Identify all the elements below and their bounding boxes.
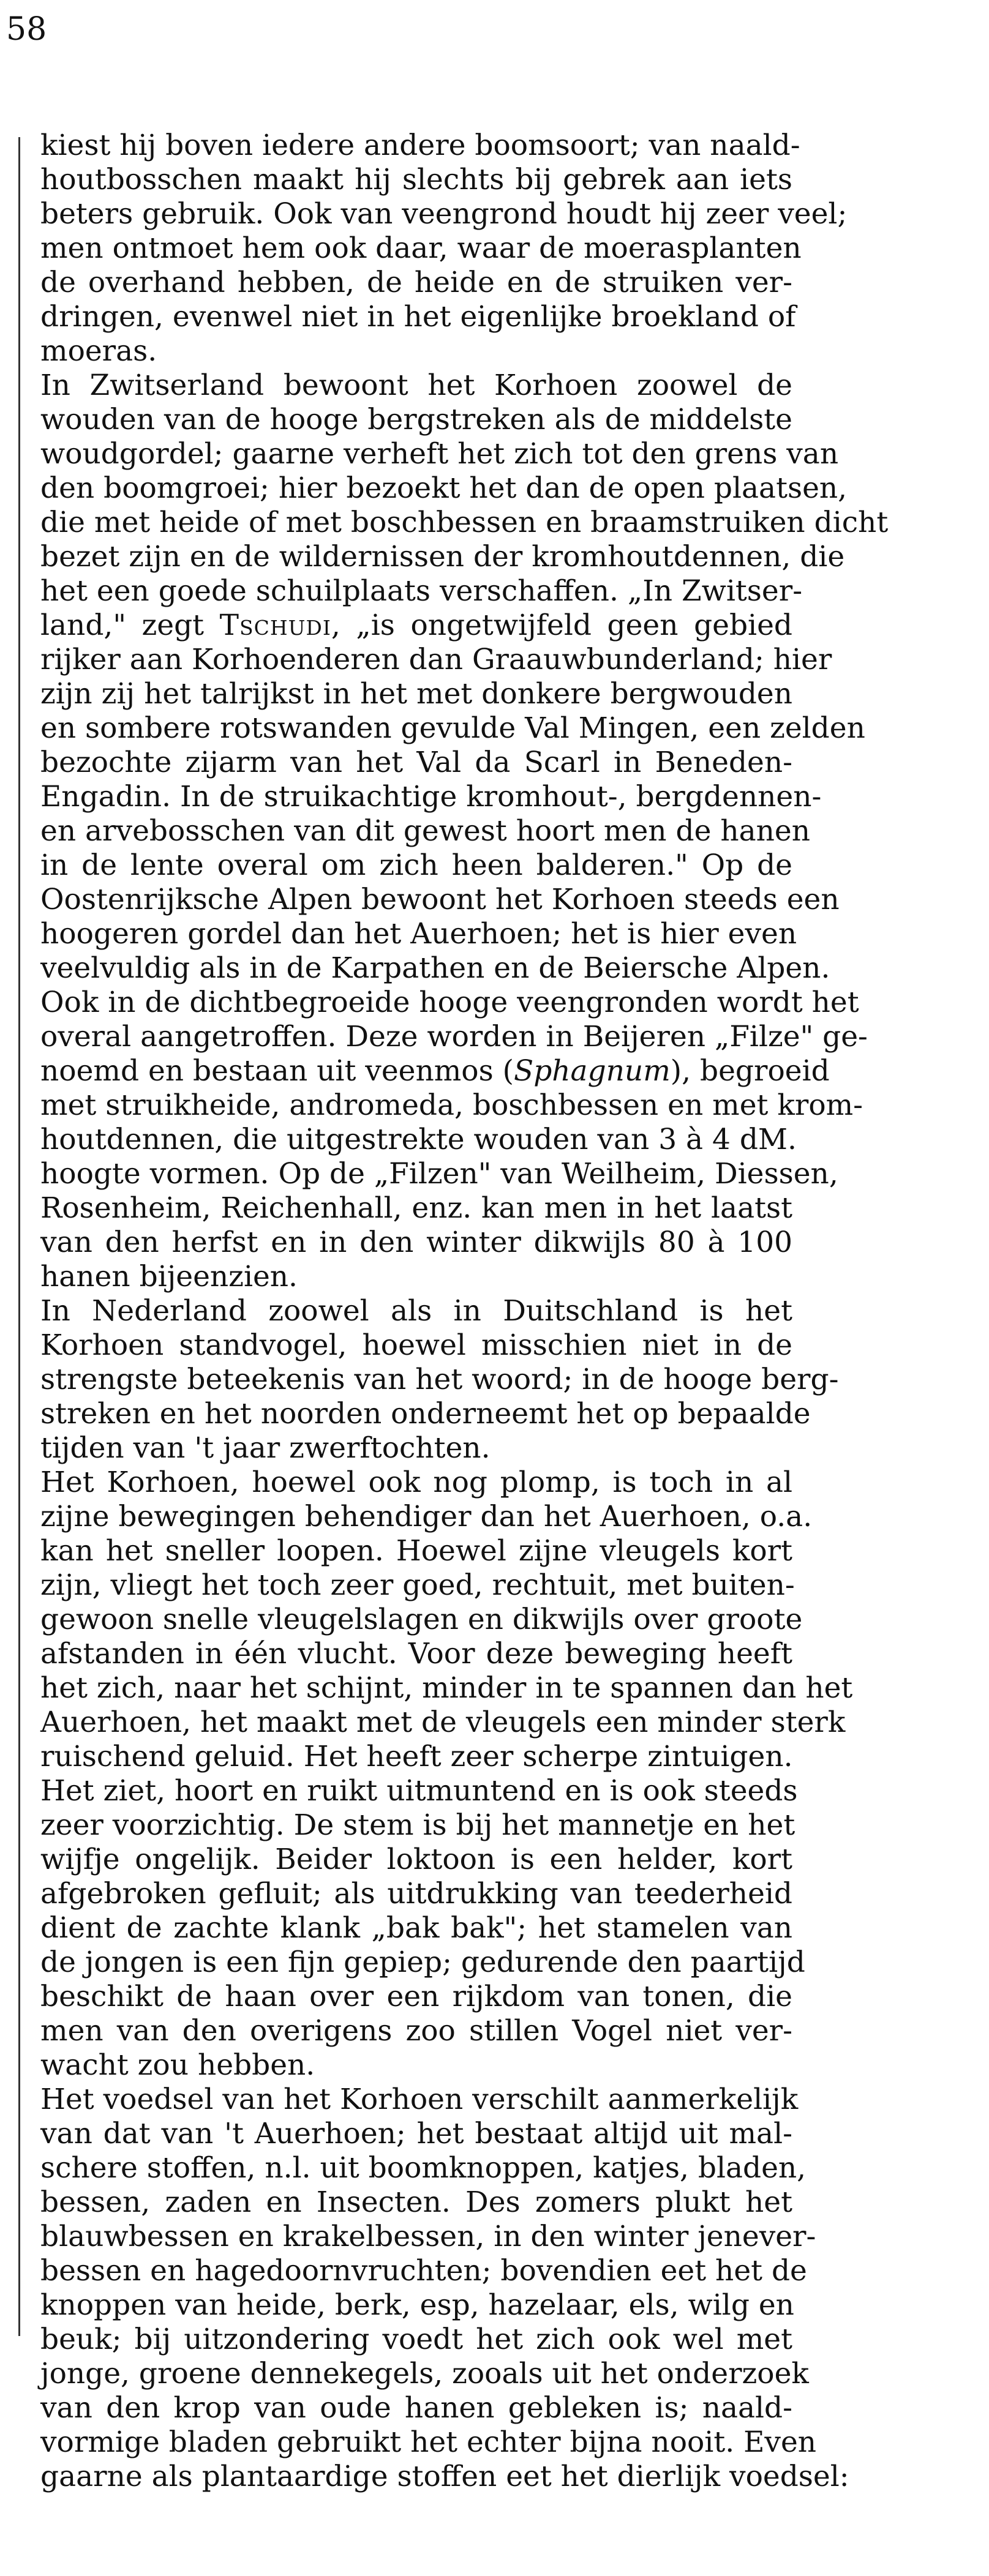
text-line: van dat van 't Auerhoen; het bestaat altijd uit mal- <box>40 2117 792 2151</box>
page-number: 58 <box>6 11 47 48</box>
text-line: zijn zij het talrijkst in het met donkere bergwouden <box>40 677 792 711</box>
text-line: kiest hij boven iedere andere boomsoort; van naald- <box>40 129 800 162</box>
text-line: Rosenheim, Reichenhall, enz. kan men in het laatst <box>40 1191 792 1225</box>
text-line: dringen, evenwel niet in het eigenlijke broekland of <box>40 300 796 334</box>
text-line: afgebroken gefluit; als uitdrukking van teederheid <box>40 1877 792 1911</box>
text-line: het een goede schuilplaats verschaffen. „In Zwitser- <box>40 574 803 608</box>
text-line: noemd en bestaan uit veenmos (Sphagnum), begroeid <box>40 1054 830 1088</box>
text-line: tijden van 't jaar zwerftochten. <box>40 1431 491 1465</box>
text-line: het zich, naar het schijnt, minder in te spannen dan het <box>40 1671 853 1705</box>
text-line: Het ziet, hoort en ruikt uitmuntend en is ook steeds <box>40 1774 798 1808</box>
text-line: veelvuldig als in de Karpathen en de Beiersche Alpen. <box>40 951 830 985</box>
text-line: zijne bewegingen behendiger dan het Auerhoen, o.a. <box>40 1500 813 1533</box>
text-line: strengste beteekenis van het woord; in de hooge berg- <box>40 1363 839 1396</box>
text-line: hoogte vormen. Op de „Filzen" van Weilheim, Diessen, <box>40 1157 838 1191</box>
text-line: In Zwitserland bewoont het Korhoen zoowel de <box>40 369 792 402</box>
text-line: de jongen is een fijn gepiep; gedurende den paartijd <box>40 1945 805 1979</box>
text-line: wijfje ongelijk. Beider loktoon is een helder, kort <box>40 1843 792 1876</box>
text-line: en sombere rotswanden gevulde Val Mingen, een zelden <box>40 711 865 745</box>
text-line: houtbosschen maakt hij slechts bij gebrek aan iets <box>40 163 792 197</box>
text-line: men van den overigens zoo stillen Vogel niet ver- <box>40 2014 792 2048</box>
text-line: gewoon snelle vleugelslagen en dikwijls over groote <box>40 1603 803 1636</box>
text-line: dient de zachte klank „bak bak"; het stamelen van <box>40 1911 792 1945</box>
text-line: moeras. <box>40 334 157 368</box>
text-line: gaarne als plantaardige stoffen eet het dierlijk voedsel: <box>40 2460 849 2493</box>
text-line: die met heide of met boschbessen en braamstruiken dicht <box>40 506 889 539</box>
text-line: wouden van de hooge bergstreken als de middelste <box>40 403 792 436</box>
text-line: hanen bijeenzien. <box>40 1260 298 1294</box>
text-line: wacht zou hebben. <box>40 2048 315 2082</box>
text-line: Korhoen standvogel, hoewel misschien niet in de <box>40 1328 792 1362</box>
text-line: overal aangetroffen. Deze worden in Beijeren „Filze" ge- <box>40 1020 868 1054</box>
text-line: Auerhoen, het maakt met de vleugels een minder sterk <box>40 1705 846 1739</box>
text-line: beschikt de haan over een rijkdom van tonen, die <box>40 1980 792 2013</box>
text-line: Het voedsel van het Korhoen verschilt aanmerkelijk <box>40 2083 799 2116</box>
text-line: vormige bladen gebruikt het echter bijna nooit. Even <box>40 2425 817 2459</box>
text-line: Oostenrijksche Alpen bewoont het Korhoen steeds een <box>40 883 840 916</box>
text-line: bessen, zaden en Insecten. Des zomers plukt het <box>40 2185 792 2219</box>
text-line: hoogeren gordel dan het Auerhoen; het is hier even <box>40 917 797 951</box>
text-line: Engadin. In de struikachtige kromhout-, bergdennen- <box>40 780 822 814</box>
latin-term: Sphagnum <box>514 1054 671 1088</box>
text-line: land," zegt Tschudi, „is ongetwijfeld geen gebied <box>40 608 792 642</box>
text-line: zijn, vliegt het toch zeer goed, rechtuit, met buiten- <box>40 1568 795 1602</box>
text-line: bezet zijn en de wildernissen der kromhoutdennen, die <box>40 540 845 574</box>
text-line: zeer voorzichtig. De stem is bij het mannetje en het <box>40 1808 795 1842</box>
body-text <box>40 129 889 2494</box>
text-line: den boomgroei; hier bezoekt het dan de open plaatsen, <box>40 471 848 505</box>
text-line: kan het sneller loopen. Hoewel zijne vleugels kort <box>40 1534 792 1568</box>
text-line: beuk; bij uitzondering voedt het zich ook wel met <box>40 2323 792 2356</box>
text-line: rijker aan Korhoenderen dan Graauwbunderland; hier <box>40 643 832 676</box>
text-line: in de lente overal om zich heen balderen." Op de <box>40 848 792 882</box>
text-line: van den herfst en in den winter dikwijls 80 à 100 <box>40 1226 792 1259</box>
text-line: knoppen van heide, berk, esp, hazelaar, els, wilg en <box>40 2288 794 2322</box>
text-line: houtdennen, die uitgestrekte wouden van 3 à 4 dM. <box>40 1123 797 1156</box>
text-line: streken en het noorden onderneemt het op bepaalde <box>40 1397 811 1431</box>
text-line: blauwbessen en krakelbessen, in den winter jenever- <box>40 2220 816 2253</box>
text-line: afstanden in één vlucht. Voor deze beweging heeft <box>40 1637 792 1671</box>
text-line: ruischend geluid. Het heeft zeer scherpe zintuigen. <box>40 1740 793 1773</box>
text-line: de overhand hebben, de heide en de struiken ver- <box>40 266 792 299</box>
text-line: schere stoffen, n.l. uit boomknoppen, katjes, bladen, <box>40 2151 807 2185</box>
margin-rule <box>18 137 20 2336</box>
text-line: men ontmoet hem ook daar, waar de moerasplanten <box>40 231 802 265</box>
text-line: jonge, groene dennekegels, zooals uit het onderzoek <box>40 2357 809 2391</box>
text-line: met struikheide, andromeda, boschbessen en met krom- <box>40 1088 863 1122</box>
text-line: beters gebruik. Ook van veengrond houdt hij zeer veel; <box>40 197 848 231</box>
text-line: Ook in de dichtbegroeide hooge veengronden wordt het <box>40 986 859 1019</box>
text-line: bezochte zijarm van het Val da Scarl in Beneden- <box>40 746 792 779</box>
text-line: en arvebosschen van dit gewest hoort men de hanen <box>40 814 810 848</box>
text-line: van den krop van oude hanen gebleken is; naald- <box>40 2391 792 2425</box>
author-name: Tschudi <box>219 608 331 642</box>
text-line: bessen en hagedoornvruchten; bovendien eet het de <box>40 2254 807 2288</box>
text-line: woudgordel; gaarne verheft het zich tot den grens van <box>40 437 839 471</box>
text-line: Het Korhoen, hoewel ook nog plomp, is toch in al <box>40 1466 792 1499</box>
text-line: In Nederland zoowel als in Duitschland is het <box>40 1294 792 1328</box>
